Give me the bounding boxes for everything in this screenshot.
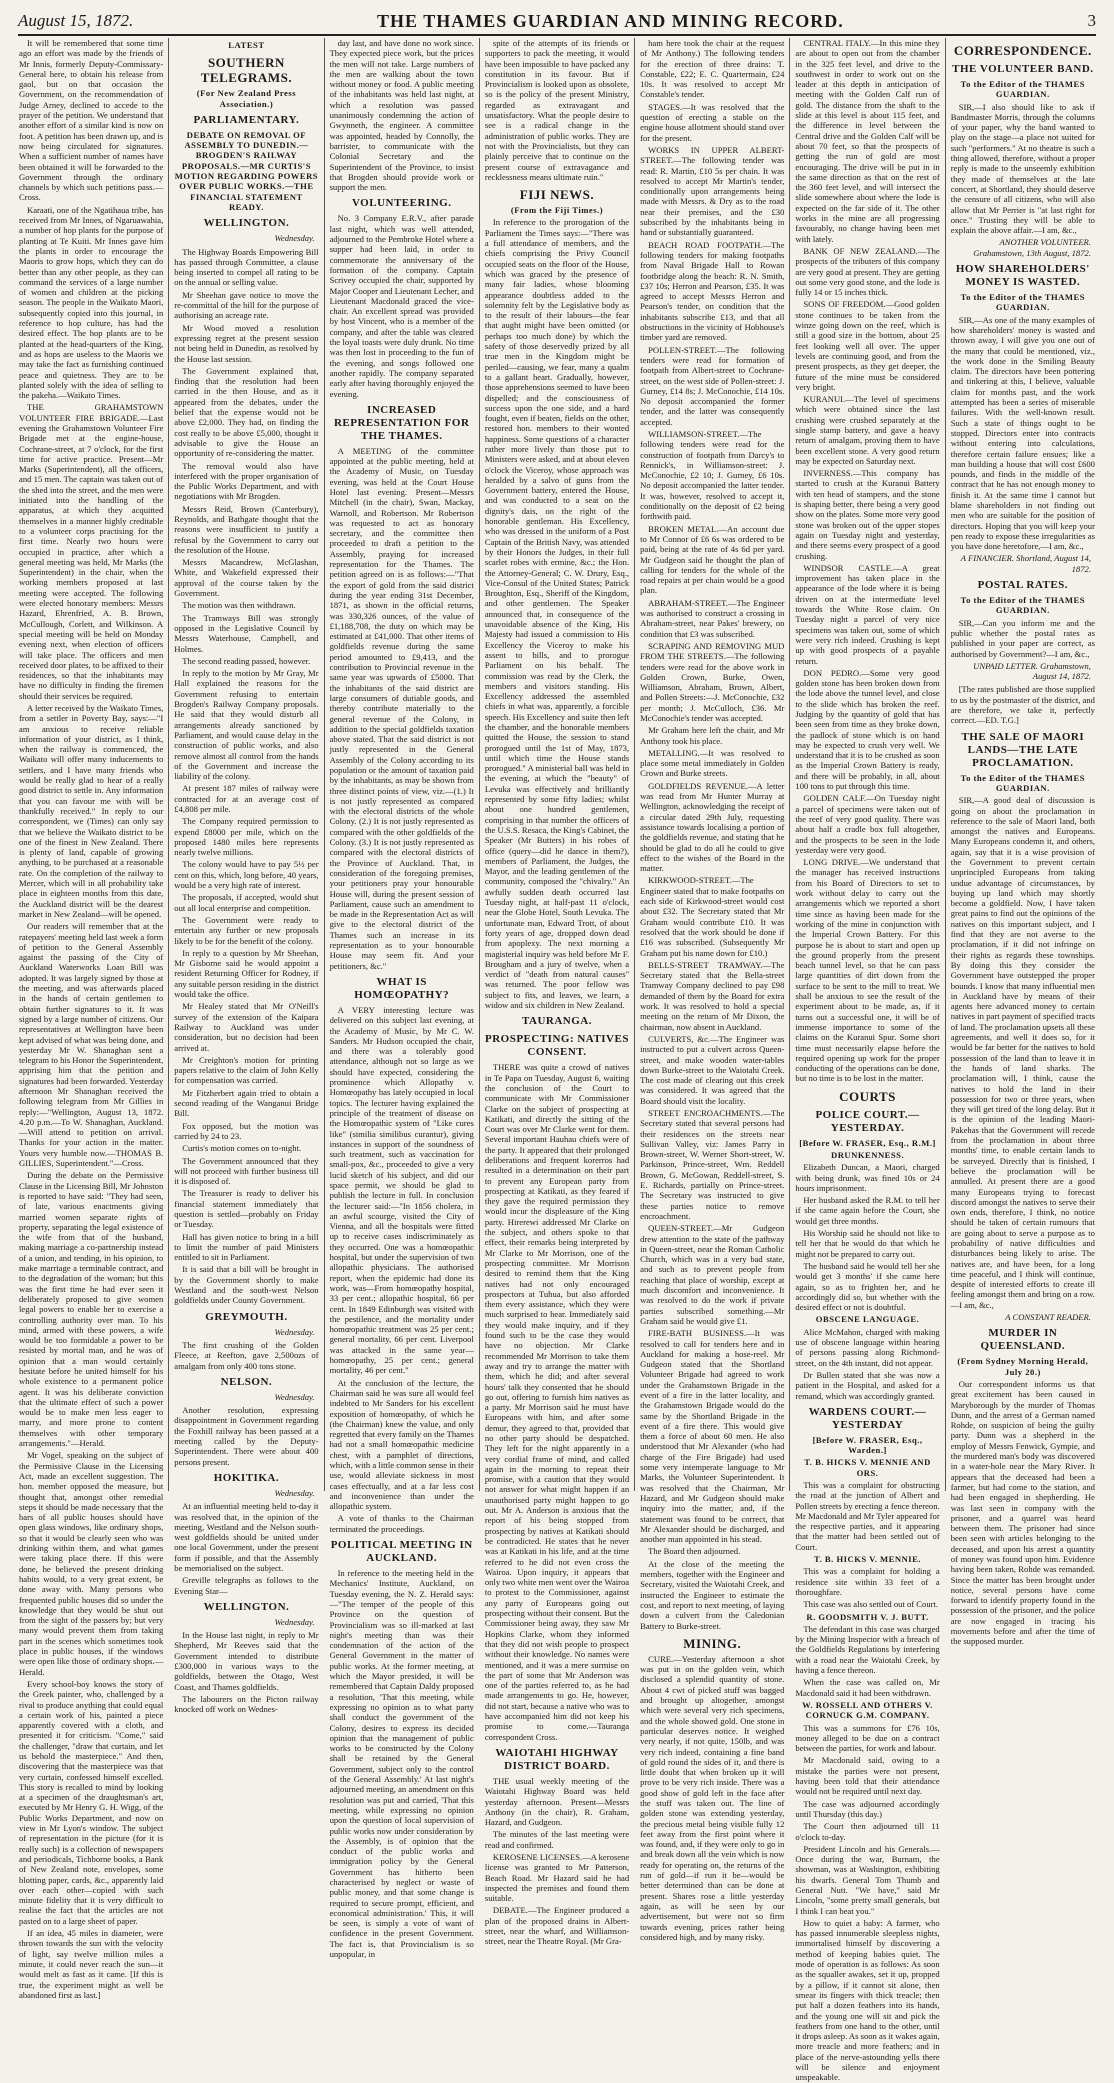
dateline: Wednesday.: [274, 1326, 315, 1337]
letter-signature: A CONSTANT READER.: [1005, 1312, 1091, 1323]
article-paragraph: The motion was then withdrawn.: [182, 600, 296, 611]
article-paragraph: DON PEDRO.—Some very good golden stone has been broken down from the lode above the tunnel level, and close to the slide which has broken the reef. Judging by the quantity of gold that has been seen from time as they broke down, the padlock of stone which is on hand may be expected to crush very well. We understand that it is to be crushed as soon as the Imperial Crown Battery is ready, and there will be probably, in all, about 100 tons to put through this time.: [795, 667, 940, 792]
masthead: [18, 8, 1096, 36]
section-heading: MURDER IN QUEENSLAND.: [980, 1327, 1066, 1353]
section-heading: T. B. HICKS V. MENNIE.: [814, 1554, 922, 1565]
column-7: [946, 38, 1100, 1647]
article-paragraph: At the conclusion of the lecture, the Chairman said he was sure all would feel indebted to Mr Sanders for his excellent exposition of homœopathy, of which he (the Chairman) knew the value, and only regretted that every family on the Thames had not a small homœopathic medicine chest, with a pamphlet of directions, which, with a little common sense in their use, would alleviate sickness in most cases effectually, and at a far less cost and inconvenience than under the allopathic system.: [329, 1377, 474, 1512]
section-heading: PARLIAMENTARY.: [193, 113, 300, 126]
section-heading: [Before W. FRASER, Esq., R.M.]: [799, 1137, 936, 1148]
article-paragraph: Messrs Reid, Brown (Canterbury), Reynolds, and Bathgate thought that the reasons were insufficient to justify a refusal by the Government to carry out the resolution of the House.: [174, 503, 319, 555]
article-paragraph: INVERNESS.—This company has started to crush at the Kuranui Battery with ten head of stampers, and the stone is shaping better, there being a very good show on the plates. Some more very good stone was broken out of the upper stopes again on Tuesday night and yesterday, and there seems every prospect of a good crushing.: [795, 468, 940, 561]
section-heading: FIJI NEWS.: [519, 187, 595, 203]
article-paragraph: This was a complaint for holding a residence site within 33 feet of a thoroughfare.: [795, 1566, 940, 1597]
dateline: Wednesday.: [274, 1616, 315, 1627]
section-heading: To the Editor of the THAMES GUARDIAN.: [960, 292, 1085, 313]
article-paragraph: Another resolution, expressing disappointment in Government regarding the Foxhill railway has been passed at a meeting called by the Deputy-Superintendent. There were about 400 persons present.: [174, 1405, 319, 1467]
article-paragraph: It will be remembered that some time ago an effort was made by the friends of Mr Innis, formerly Deputy-Commissary-General here, to obtain his release from gaol, but on that occasion the Government, on the recommendation of Judge Arney, declined to accede to the prayer of the petition. We understand that another effort of a similar kind is now on foot. A petition has been drawn up, and is now being circulated for signatures. When a sufficient number of names have been obtained it will be forwarded to the Government through the ordinary channels by which such petitions pass.—Cross.: [19, 38, 164, 203]
article-paragraph: A VERY interesting lecture was delivered on this subject last evening, at the Academy of Music, by Mr C. W. Sanders. Mr Hudson occupied the chair, and there was a tolerably good attendance, although not so large as we should have expected, considering the prominence which Allopathy v. Homœopathy has lately occupied in local topics. The lecturer having explained the principle of the treatment of disease on the Homœopathic system of "Like cures like" (similia similibus curantur), giving instances in support of the soundness of such treatment, such as vaccination for small-pox, &c., proceeded to give a very lucid sketch of his subject, and did our space permit, we should be glad to publish the lecture in full. In conclusion the lecturer said:—"In 1856 cholera, in an awful scourge, visited the City of Vienna, and all the hospitals were fitted up to receive cases indiscriminately as they occurred. One was a homœopathic hospital, but under the supervision of two allopathic physicians. The authorised report, when the epidemic had done its work, was—From homœopathy hospital, 33 per cent.; allopathic hospital, 66 per cent. In 1849 Edinburgh was visited with the pestilence, and the mortality under homœopathic treatment was 25 per cent.; general mortality, 66 per cent. Liverpool was attacked in the same year—homœopathy, 25 per cent.; general mortality, 46 per cent.": [329, 1004, 474, 1376]
article-paragraph: WORKS IN UPPER ALBERT-STREET.—The following tender was read: R. Martin, £10 5s per chain. It was resolved to accept Mr Martin's tender, conditionally upon arrangements being made with Messrs. & Dry as to the road near their premises, and the £30 subscribed by the inhabitants being in hand or substantially guaranteed.: [640, 144, 785, 238]
article-paragraph: The minutes of the last meeting were read and confirmed.: [484, 1829, 630, 1850]
letter-signature: UNPAID LETTER. Grahamstown, August 14, 1872.: [973, 660, 1091, 682]
article-paragraph: In the House last night, in reply to Mr Shepherd, Mr Reeves said that the Government intended to distribute £300,000 in various ways to the goldfields, between the Otago, West Coast, and Thames goldfields.: [174, 1630, 319, 1692]
article-paragraph: BEACH ROAD FOOTPATH.—The following tenders for making footpaths from Naval Brigade Hall to Rowan footbridge along the beach: R. N. Smith, £37 10s; Herron and Pearson, £35. It was agreed to accept Messrs Herron and Pearson's tender, on condition that the inhabitants subscribe £13, and that all obstructions in the vicinity of Hobhouse's timber yard are removed.: [640, 239, 785, 343]
section-heading: HOW SHAREHOLDERS' MONEY IS WASTED.: [955, 263, 1090, 289]
article-paragraph: This was a summons for £76 10s, money alleged to be due on a contract between the parties, for work and labour.: [795, 1722, 940, 1754]
section-heading: POSTAL RATES.: [977, 579, 1069, 592]
section-heading: GREYMOUTH.: [205, 1310, 288, 1323]
section-heading: T. B. HICKS V. MENNIE AND ORS.: [804, 1457, 931, 1478]
article-paragraph: THERE was quite a crowd of natives in Te Papa on Tuesday, August 6, waiting the conclusion of the Court to communicate with Mr Commissioner Clarke on the subject of prospecting at Katikati, and directly the sitting of the Court was over Mr Clarke went for them. Several important Hauhau chiefs were of the party. It appeared that their prolonged deliberations and frequent korerros had resulted in a determination on their part to prevent any European party from prospecting at Katikati, as they feared if they gave the required permission they would incur the displeasure of the King party. Hirerewi addressed Mr Clarke on the subject, and others spoke to that effect, their remarks being interpreted by Mr Clarke to Mr Morrison, one of the prospecting committee. Mr Morrison desired to remind them that the King natives had not only encouraged prospectors at Tuhua, but also afforded them every assistance, which they were much surprised to hear. Immediately said they would make inquiry, and if they found such to be the case they would have no objection. Mr Clarke recommended Mr Morrison to take them away and try to arrange the matter with them, which he did; and after several hours' talk they consented that he should go out, offering to furnish him natives as a party. Mr Morrison said he must have Europeans with him, and after some demur, they agreed to that, provided that no other party should be despatched. They left for the night apparently in a very cordial frame of mind, and called again in the morning to repeat their promise, with a caution that they would not answer for what might happen if an unauthorised party might happen to go out. Mr A. Anderson is anxious that the report of his being stopped from prospecting by natives at Katikati should be contradicted. He states that he never was at Katikati in his life, and at the time referred to he did not even cross the Wairoa. Upon inquiry, it appears that only two white men went over the Wairoa to protest to the Commissioner, against any party of Europeans going out prospecting without their consent. But the Commissioner being away, they saw Mr Hopkins Clarke, whom they informed that they did not wish people to prospect without their knowledge. No names were mentioned, and it was a mere surmise on the part of some that Mr Anderson was one of the parties referred to, as he had made arrangements to go. He, however, did not start, because a native who was to have accompanied him did not keep his promise to come.—Tauranga correspondent Cross.: [484, 1062, 630, 1742]
article-paragraph: The Government were ready to entertain any further or new proposals likely to be for the benefit of the colony.: [174, 914, 319, 946]
section-heading: THE SALE OF MAORI LANDS—THE LATE PROCLAMATION.: [961, 730, 1085, 769]
section-heading: WARDENS COURT.—YESTERDAY: [808, 1405, 927, 1431]
section-heading: LATEST: [228, 40, 265, 50]
issue-date: August 15, 1872.: [18, 11, 134, 30]
section-heading: WHAT IS HOMŒOPATHY?: [354, 975, 450, 1001]
dateline: Wednesday.: [274, 1487, 315, 1498]
article-paragraph: Mr Creighton's motion for printing papers relative to the claim of John Kelly for compensation was carried.: [174, 1054, 319, 1086]
article-paragraph: A MEETING of the committee appointed at the public meeting, held at the Academy of Music, on Tuesday evening, was held at the Court House Hotel last evening. Present—Messrs Mitchell (in the chair), Swan, Mackay, Warnoll, and Robertson. Mr Robertson was requested to act as honorary secretary, and the committee then proceeded to draft a petition to the Assembly, praying for increased representation for the Thames. The petition agreed on is as follows:—"That the export of gold from the said district during the year ending 31st December, 1871, as shown in the official returns, was 330,326 ounces, of the value of £1,188,708, the duty on which may be estimated at £41,000. That other items of goldfields revenue during the same period amounted to £9,413, and the contribution to Provincial revenue in the same year was upwards of £5000. That the inhabitants of the said district are large consumers of dutiable goods, and thereby contribute materially to the general revenue of the Colony, in addition to the special goldfields taxation above stated. That the said district is not justly represented in the General Assembly of the Colony according to its population or the amount of taxation paid by the inhabitants, as may be shown from three distinct points of view, viz.—(1.) It is not justly represented as compared with the electoral districts of the whole Colony. (2.) It is not justly represented as compared with the other goldfields of the Colony. (3.) It is not justly represented as compared with the electoral districts of the Province of Auckland. That, in consideration of the foregoing premises, your petitioners pray your honourable House will, during the present session of Parliament, cause such an amendment to be made in the Representation Act as will give to the electoral district of the Thames such an increase in its representation as to your honourable House may seem fit. And your petitioners, &c.": [329, 445, 474, 971]
article-paragraph: ABRAHAM-STREET.—The Engineer was authorised to construct a crossing in Abraham-street, near Pakes' brewery, on condition that £3 was subscribed.: [640, 597, 785, 639]
article-paragraph: In reference to the meeting held in the Mechanics' Institute, Auckland, on Tuesday evening, the N. Z. Herald says:—"The temper of the people of this Province on the question of Provincialism was so ill-marked at last night's meeting than was their condemnation of the action of the General Government in the matter of public works. At the former meeting, at which the Mayor presided, it will be remembered that Captain Daldy proposed a resolution, 'That this meeting, while expressing no opinion as to what party shall conduct the government of the Colony, desires to express its decided opinion that the management of public works to be constructed by the Colony shall be retained by the General Government, subject only to the control of the General Assembly.' At last night's adjourned meeting, an amendment on this resolution was put and carried, 'That this meeting, while expressing no opinion upon the question of local supervision of public works now under consideration by the Assembly, is of opinion that the conduct of the public works and immigration policy by the General Government has hitherto been characterised by neglect or waste of public money, and that some change is required to secure prompt, efficient, and economical administration.' This, it will be seen, is simply a vote of want of confidence in the present Government. The fact is, that Provincialism is so unpopular, in: [329, 1568, 474, 1960]
article-paragraph: In reply to a question by Mr Sheehan, Mr Gisborne said he would appoint a resident Returning Officer for Rodney, if any suitable person residing in the district would take the office.: [174, 947, 319, 1000]
section-heading: CORRESPONDENCE.: [953, 43, 1092, 58]
article-paragraph: The Tramways Bill was strongly opposed in the Legislative Council by Messrs Waterhouse, Campbell, and Holmes.: [174, 612, 319, 654]
section-heading: MINING.: [683, 1635, 742, 1651]
article-paragraph: Mr Healey stated that Mr O'Neill's survey of the extension of the Kaipara Railway to Auckland was under consideration, but no decision had been arrived at.: [174, 1001, 319, 1053]
article-paragraph: Mr Sheehan gave notice to move the re-committal of the bill for the purpose of authorising an acreage rate.: [174, 289, 319, 321]
article-paragraph: DEBATE.—The Engineer produced a plan of the proposed drains in Albert-street, near the wharf, and Williamson-street, near the Theatre Royal. (Mr Gra-: [484, 1905, 630, 1947]
page-number: 3: [1087, 11, 1096, 30]
article-paragraph: KEROSENE LICENSES.—A kerosene license was granted to Mr Patterson, Beach Road. Mr Hazard said he had inspected the premises and found them suitable.: [484, 1851, 630, 1904]
article-paragraph: day last, and have done no work since. They expected piece work, but the prices the men will not take. Large numbers of the men are walking about the town without money or food. A public meeting of the inhabitants was held last night, at which a resolution was passed unanimously condemning the action of Gwynneth, the engineer. A committee was appointed, headed by Connolly, the barrister, to communicate with the Colonial Secretary and the Superintendent of the Province, to insist that Brogden should provide work or support the men.: [329, 38, 474, 193]
section-heading: THE VOLUNTEER BAND.: [952, 63, 1094, 75]
article-paragraph: QUEEN-STREET.—Mr Gudgeon drew attention to the state of the pathway in Queen-street, near the Roman Catholic Church, which was in a very bad state, and such as to prevent people from reaching that place of worship, except at much discomfort and inconvenience. It was resolved to do the work if private parties subscribed something.—Mr Graham said he would give £1.: [640, 1223, 785, 1326]
article-paragraph: LONG DRIVE.—We understand that the manager has received instructions from his Board of Directors to set to work without delay to carry out the arrangements which we reported a short time since as having been made for the working of the mine in conjunction with the Imperial Crown Battery. For this purpose he is about to start and open up the ground properly from the present beach tunnel level, so that he can pass large quantities of dirt down from the surface to be sent to the mill to treat. We shall be anxious to see the result of the experiment about to be made, as, if it turns out a successful one, it will be of immense importance to some of the claims on the Kuranui Spur. Some short time must necessarily elapse before the required opening up work for the proper conducting of the operations can be done, but no time is to be lost in the matter.: [795, 857, 940, 1084]
article-paragraph: Messrs Macandrew, McGlashan, White, and Wakefield expressed their approval of the course taken by the Government.: [174, 557, 319, 599]
section-heading: W. ROSSELL AND OTHERS V. CORNUCK G.M. COMPANY.: [802, 1699, 933, 1721]
article-paragraph: This was a complaint for obstructing the road at the junction of Albert and Pollen streets by erecting a fence thereon. Mr Macdonald and Mr Tyler appeared for the respective parties, and it appearing that the matter had been settled out of Court.: [795, 1480, 940, 1552]
article-paragraph: At an influential meeting held to-day it was resolved that, in the opinion of the meeting, Westland and the Nelson south-west goldfields should be united under one local Government, under the present form if possible, and that the Assembly be memorialised on the subject.: [174, 1501, 319, 1573]
section-heading: NELSON.: [220, 1375, 273, 1388]
article-paragraph: Greville telegraphs as follows to the Evening Star—: [174, 1575, 319, 1596]
article-paragraph: The Highway Boards Empowering Bill has passed through Committee, a clause being inserted to compel all rating to be on the annual or selling value.: [174, 246, 319, 288]
section-heading: WELLINGTON.: [203, 217, 290, 230]
section-heading: WELLINGTON.: [203, 1600, 290, 1613]
section-heading: (For New Zealand Press Association.): [196, 88, 297, 109]
article-paragraph: Mr Vogel, speaking on the subject of the Permissive Clause in the Licensing Act, made an excellent suggestion. The hon. member opposed the measure, but thought that, amongst other remedial steps it should be made necessary that the bars of all public houses should have open glass windows, like ordinary shops, so that it would be clearly seen who was drinking within them, and what games were taking place there. If this were done, he believed the present drinking habits would, to a very great extent, be done away with. Many persons who frequented public houses did so under the knowledge that they would be shut out from the sight of the passers by; but very many would prevent them from taking part in the scenes which sometimes took place in public houses, if the windows were open like those of ordinary shops.—Herald.: [19, 1450, 164, 1677]
article-paragraph: The Company required permission to expend £8000 per mile, which on the proposed 1480 miles here represents nearly twelve millions.: [174, 816, 319, 858]
article-paragraph: The Court then adjourned till 11 o'clock to-day.: [795, 1821, 940, 1842]
column-6: [790, 38, 945, 2083]
article-paragraph: [The rates published are those supplied to us by the postmaster of the district, and are therefore, we take it, perfectly correct.—ED. T.G.]: [950, 684, 1095, 726]
section-heading: WAIOTAHI HIGHWAY DISTRICT BOARD.: [495, 1746, 619, 1772]
article-paragraph: A vote of thanks to the Chairman terminated the proceedings.: [329, 1513, 474, 1534]
section-heading: INCREASED REPRESENTATION FOR THE THAMES.: [333, 403, 470, 442]
section-heading: VOLUNTEERING.: [351, 197, 452, 210]
article-paragraph: SCRAPING AND REMOVING MUD FROM THE STREETS.—The following tenders were read for the above work in Golden Crown, Burke, Owen, Williamson, Abraham, Brown, Albert, and Pollen Streets:—J. McConochie, £32 per month; J. McCulloch, £36. Mr McConochie's tender was accepted.: [640, 640, 785, 723]
section-heading: (From the Fiji Times.): [510, 205, 604, 216]
article-paragraph: GOLDFIELDS REVENUE.—A letter was read from Mr Hunter Murray at Wellington, acknowledging the receipt of a circular dated 29th July, requesting assistance towards localising a portion of the goldfields revenue, and stating that he should be glad to do all he could to give effect to the wishes of the Board in the matter.: [640, 780, 785, 874]
article-paragraph: Elizabeth Duncan, a Maori, charged with being drunk, was fined 10s or 24 hours imprisonment.: [795, 1162, 940, 1193]
article-columns: [14, 38, 1100, 2083]
article-paragraph: Every school-boy knows the story of the Greek painter, who, challenged by a rival to produce anything that could equal a certain work of his, painted a piece apparently covered with a cloth, and presented it for criticism. "Come," said the challenger, "draw that curtain, and let us behold the masterpiece." And then, discovering that the masterpiece was that very curtain, confessed himself excelled. This story is recalled to mind by looking at a specimen of the draughtsman's art, executed by Mr Henry G. H. Wigg, of the Public Works Department, and now on view in Mr Lyon's window. The subject of representation in the picture (for it is really such) is a collection of newspapers and periodicals, Tichborne books, a Bank of New Zealand note, envelopes, some blotting paper, cards, &c., apparently laid over each other—copied with such minute fidelity that it is very difficult to realise the fact that the articles are not pasted on to a large sheet of paper.: [19, 1678, 164, 1926]
section-heading: To the Editor of the THAMES GUARDIAN.: [960, 595, 1085, 616]
article-paragraph: WILLIAMSON-STREET.—The following tenders were read for the construction of footpath from Darcy's to Rennick's, in Williamson-street: J. McConochie, £2 10; J. Gurney, £6 10s. No deposit accompanied the latter tender. It was, however, resolved to accept it, conditionally on the deposit of £2 being forthwith paid.: [640, 428, 785, 522]
section-heading: POLITICAL MEETING IN AUCKLAND.: [330, 1539, 473, 1565]
article-paragraph: CURE.—Yesterday afternoon a shot was put in on the golden vein, which disclosed a splendid quantity of stone. About 4 cwt of picked stuff was bagged and brought up altogether, amongst which were several very rich specimens, and the whole showed gold. One stone in particular deserves notice. It weighed very nearly, if not quite, 150lb, and was very rich indeed, containing a fine band of gold round the sides of it, and there is little doubt that when broken up it will prove to be very rich inside. There was a good show of gold left in the face after the stuff was taken out. The line of golden stone was extending yesterday, the precious metal being visible fully 12 feet away from the first point where it was found, and, if they were only to go in and break down all the vein which is now ready for operating on, the returns of the run of gold—if run it be—would be better determined than can be done at present. Shares rose a little yesterday again, as will be seen by our advertisement, but were not so firm towards evening, prices rather being considered high, and by many risky.: [640, 1653, 785, 1942]
article-paragraph: THE GRAHAMSTOWN VOLUNTEER FIRE BRIGADE.—Last evening the Grahamstown Volunteer Fire Brigade met at the engine-house, Cochrane-street, at 7 o'clock, for the first time for active practice. Present—Mr Marks (Superintendent), all the officers, and 15 men. The captain was taken out of the shed into the street, and the men were initiated into the handling of the apparatus, at which they acquitted themselves in a manner highly creditable to a volunteer corps practising for the first time. Nearly two hours were occupied in practice, after which a general meeting was held, Mr Marks (the Superintendent) in the chair, when the working members proposed at last meeting were accepted. The following were elected honorary members: Messrs Hazard, Ehrenfried, A. B. Brown, McCullough, Corlett, and Wilkinson. A special meeting will be held on Monday evening next, when election of officers will take place. The officers and men received door plates, to be affixed to their residences, so that the inhabitants may have no difficulty in finding the firemen should their services be required.: [19, 402, 164, 701]
article-paragraph: THE usual weekly meeting of the Waiotahi Highway Board was held yesterday afternoon. Present—Messrs Anthony (in the chair), R. Graham, Hazard, and Gudgeon.: [484, 1775, 630, 1828]
article-paragraph: STREET ENCROACHMENTS.—The Secretary stated that several persons had their residences on the streets near Sullivan Valley, viz: James Parry in Brown-street, W. Werner Short-street, W. Parkinson, Prince-street, Wm. Reddell Brown, G. McGowan, Reddell-street, S. E. Richards, partially on Prince-street. The Secretary was instructed to give these parties notice to remove encroachment.: [640, 1107, 785, 1221]
article-paragraph: spite of the attempts of its friends or supporters to pack the meeting, it would have been impossible to have packed any constitution in its favour. But if Provincialism is looked upon as obsolete, so is the policy of the present Ministry, regarded as extravagant and unsatisfactory. What the people desire to see is a radical change in the administration of public works. They are not with the Provincialists, but they can plainly perceive that to continue on the present course of extravagance and recklessness means ultimate ruin.": [484, 38, 630, 182]
article-paragraph: In reply to the motion by Mr Gray, Mr Hall explained the reasons for the Government refusing to entertain Brogden's Railway Company proposals. He said that they would disturb all arrangements already sanctioned by Parliament, and would cause delay in the construction of public works, and also remove almost all control from the hands of the Government and increase the liability of the colony.: [174, 668, 319, 782]
article-paragraph: The second reading passed, however.: [182, 655, 311, 666]
article-paragraph: Mr Wood moved a resolution expressing regret at the present session not being held in Dunedin, as resolved by the House last session.: [174, 322, 319, 364]
article-paragraph: Our readers will remember that at the ratepayers' meeting held last week a form of petition to the General Assembly against the passing of the City of Auckland Waterworks Loan Bill was adopted. It was largely signed by those at the meeting, and was afterwards placed in the hands of certain gentlemen to obtain further signatures to it. It was signed by a large number of citizens. Our representatives at Wellington have been kept advised of what was being done, and yesterday Mr W. Shanaghan sent a telegram to his Honor the Superintendent, apprising him that the petition and signatures had been forwarded. Yesterday afternoon Mr Shanaghan received the following telegram from Mr Gillies in reply:—"Wellington, August 13, 1872. 4.20 p.m.—To W. Shanaghan, Auckland.—Will attend to petition on arrival. Thanks for your action in the matter. Yours very humble now.—THOMAS B. GILLIES, Superintendent."—Cross.: [19, 921, 164, 1169]
article-paragraph: BELLS-STREET TRAMWAY.—The Secretary stated that the Bella-street Tramway Company declined to pay £98 demanded of them by the Board for extra work. It was resolved to hold a special meeting on the return of Mr Dixon, the chairman, now absent in Auckland.: [640, 959, 785, 1032]
article-paragraph: Fox opposed, but the motion was carried by 24 to 23.: [174, 1120, 319, 1141]
article-paragraph: The Board then adjourned.: [648, 1546, 741, 1557]
article-paragraph: No. 3 Company E.R.V., after parade last night, which was well attended, adjourned to the Pembroke Hotel where a supper had been laid, in order to commemorate the anniversary of the formation of the company. Captain Scrivey occupied the chair, supported by Major Cooper and Lieutenant Lecher, and Lieutenant Macdonald graced the vice-chair. An excellent spread was provided by host Vincent, who is a member of the company, and after the table was cleared the loyal toasts were duly drunk. No time was then lost in proceeding to the fun of the evening, and songs followed one another rapidly. The company separated early after having thoroughly enjoyed the evening.: [329, 213, 474, 399]
article-paragraph: POLLEN-STREET.—The following tenders were read for formation of footpath from Albert-street to Cochrane-street, on the west side of Pollen-street: J. Gurney, £14 8s; J. McConochie, £14 10s. No deposit accompanied the former tender, and the latter was consequently accepted.: [640, 344, 785, 427]
dateline: Wednesday.: [274, 233, 315, 244]
section-heading: HOKITIKA.: [213, 1471, 280, 1484]
article-paragraph: The proposals, if accepted, would shut out all local enterprise and competition.: [174, 892, 319, 913]
article-paragraph: In reference to the prorogation of the Parliament the Times says:—"There was a full attendance of members, and the chiefs comprising the Privy Council occupied seats on the floor of the House, which was graced by the presence of many fair ladies, whose blooming appearance doubtless added to the solemnity felt by the Legislative body as to the result of their labours—the fear that aught might have been omitted (or perhaps too much done) by which the safety of those deservedly prized by all true men in the Kingdom might be periled—causing, we fear, many a qualm to a gallant heart. Gradually, however, those apprehensions seemed to have been dispelled; and the consciousness of success upon the one side, and a hard fought, even if beaten, fields on the other, restored hon. members to their wonted happiness. Some questions of a character rather more lively than those put to Ministers were asked, and at about eleven o'clock the Viceroy, whose approach was heralded by a salvo of guns from the Government battery, entered the House, and was conducted to a seat on the dignity's dais, on the right of the honorable gentleman. His Excellency, who was dressed in the uniform of a Post Captain of the British Navy, was attended by their Honors the Judges, in their full scarlet robes with ermine, &c.; the Hon. the Attorney-General; C. W. Drury, Esq., Vice-Consul of the United States; Patrick Broughton, Esq., Sheriff of the Kingdom, and other gentlemen. The Speaker announced that, in consequence of the unavoidable absence of the King, His Majesty had issued a commission to His Excellency the Viceroy to make his assent to bills, and to prorogue Parliament on his behalf. The commission was read by the Clerk, the members and visitors standing. His Excellency addressed the assembled chiefs in what was, apparently, a forcible speech. His Excellency and suite then left the chamber, and the honorable members quitted the House, the session to stand prorogued until the 1st of May, 1873, until which time the House stands prorogued." A ministerial ball was held in the evening, at which the "beauty" of Levuka was effectively and brilliantly represented by some fifty ladies; whilst about one hundred gentlemen, comprising in that number the officers of the U.S.S. Resaca, the King's Cabinet, the Speaker (Mr Butters) in his robes of office (query—did he dance in them?), members of Parliament, the Judges, the Mayor, and the leading gentlemen of the community, composed the "chivalry." An awfully sudden death occurred last Tuesday night, at half-past 11 o'clock, near the Globe Hotel, South Levuka. The unfortunate man, Edward Trott, of about forty years of age, dropped down dead from apoplexy. The next morning a magisterial inquiry was held before Mr F. Brougham and a jury of twelve, when a verdict of "death from natural causes" was returned. The poor fellow was subject to fits, and leaves, we learn, a widow and six children in New Zealand.: [484, 217, 630, 1011]
article-paragraph: At the close of the meeting the members, together with the Engineer and Secretary, visited the Waiotahi Creek, and instructed the Engineer to estimate the cost, and report to next meeting, of laying down a culvert from the Caledonian Battery to Burke-street.: [640, 1558, 785, 1631]
article-paragraph: President Lincoln and his Generals.—Once during the war, Burnam, the showman, was at Washington, exhibiting his dwarfs. General Tom Thumb and General Nutt. "We have," said Mr Lincoln, "some pretty small generals, but I think I can beat you.": [795, 1843, 940, 1916]
article-paragraph: SIR,—A good deal of discussion is going on about the proclamation in reference to the sale of Maori land, both amongst the natives and Europeans. Many Europeans condemn it, and others, again, say that it is a wise provision of the Government to prevent certain unprincipled Europeans from taking undue advantage of circumstances, by buying up land which may shortly become a goldfield. Now, I have taken great pains to find out the opinions of the natives on this important subject, and I find that they are not averse to the proclamation, if it did not infringe on their rights as regards these townships. By doing this they consider the Government have outstepped the proper bounds. I know that many influential men in Auckland have by means of their agents here advanced money to certain natives in part payment of specified tracts of land. The proclamation upsets all these agreements, and well it does so, for it would be far better for the natives to hold possession of the land than to leave it in the hands of land sharks. The proclamation will, I think, cause the natives to hold the land in their possession for two or three years, when they will get tired of the long delay. But it is the opinion of the leading Maori-Pakehas that the Government will recede from the proclamation in about three months' time, to enable certain lands to be surveyed. Directly that is finished, I believe the proclamation will be annulled. At present there are a good many Europeans trying to forecast discord amongst the natives to serve their own ends, therefore, I think, no notice should be taken of certain rumours that are going about to serve a purpose as to probability of native difficulties and disturbances being likely to arise. The natives are, and have been, for a long time peaceful, and I think will continue, despite of interested efforts to create ill feeling amongst them and bring on a row.—I am, &c.,: [950, 795, 1095, 1310]
letter-signature: A FINANCIER. Shortland, August 14, 1872.: [960, 553, 1091, 574]
section-heading: [Before W. FRASER, Esq., Warden.]: [812, 1434, 923, 1456]
article-paragraph: KIRKWOOD-STREET.—The Engineer stated that to make footpaths on each side of Kirkwood-street would cost about £32. The Secretary stated that Mr Graham would contribute £10. It was resolved that the work should be done if £16 was subscribed. (Subsequently Mr Graham put his name down for £10.): [640, 875, 785, 958]
article-paragraph: CENTRAL ITALY.—In this mine they are about to open out from the chamber in the 325 feet level, and drive to the southwest in order to work out on the leader at this depth in anticipation of meeting with the Golden Calf run of gold. The distance from the shaft to the slide at this level is about 115 feet, and the difference in level between the Central drive and the Golden Calf will be about 70 feet, so that the prospects of getting the run of gold are most encouraging. The drive will be put in in the same direction as that on the rest of the 360 feet level, and will intersect the slide somewhere about where the lode is expected on the far side of it. The other works in the mine are all progressing favourably, no change having been met with lately.: [795, 38, 940, 244]
article-paragraph: CULVERTS, &c.—The Engineer was instructed to put a culvert across Queen-street, and make wooden water-tables down Burke-street to the Waiotahi Creek. The cost made of clearing out this creek was considered. It was agreed that the Board should visit the locality.: [640, 1033, 785, 1106]
article-paragraph: FIRE-BATH BUSINESS.—It was resolved to call for tenders here and in Auckland for making a hose-reel. Mr Gudgeon stated that the Shortland Volunteer Brigade had agreed to work under the Grahamstown Brigade in the event of a fire in the latter locality, and the Grahamstown Brigade would do the same by the Shortland Brigade in the event of a fire there. This would give them a force of about 60 men. He also understood that Mr Alexander (who had charge of the Fire Brigade) had used some very intemperate language to Mr Marks, the Volunteer Superintendent. It was resolved that the Chairman, Mr Hazard, and Mr Gudgeon should make inquiry into the matter, and, if the statement was found to be correct, that Mr Alexander should be discharged, and another man appointed in his stead.: [640, 1328, 785, 1545]
article-paragraph: Her husband asked the R.M. to tell her if she came again before the Court, she would get three months.: [795, 1195, 940, 1226]
article-paragraph: During the debate on the Permissive Clause in the Licensing Bill, Mr Johnston is reported to have said: "They had seen, of late, various enactments giving married women separate rights of property, separating the legal existence of the wife from that of the husband, making marriage a co-partnership instead of a union, and tending, in his opinion, to make marriage a terminable contract, and to the degradation of the woman; but this was the first time he had ever seen it deliberately proposed to give women legal powers to enable her to exercise a controlling authority over man. To his mind, armed with these powers, a wife would be too formidable a power to be resisted by mortal man, and he was of opinion that a man would certainly hesitate before he united himself for his whole existence to a permanent police agent. It was his deliberate conviction that the ultimate effect of such a power would be to make men less eager to marry, and more prone to content themselves with other temporary arrangements."—Herald.: [19, 1170, 164, 1449]
article-paragraph: The defendant in this case was charged by the Mining Inspector with a breach of the Goldfields Regulations by interfering with a road near the Waiotahi Creek, by having a fence thereon.: [795, 1623, 940, 1676]
article-paragraph: When the case was called on, Mr Macdonald said it had been withdrawn.: [795, 1677, 940, 1698]
article-paragraph: Hall has given notice to bring in a bill to limit the number of paid Ministers entitled to sit in Parliament.: [174, 1231, 319, 1263]
section-heading: R. GOODSMITH V. J. BUTT.: [806, 1611, 929, 1622]
column-4: [480, 38, 635, 1947]
article-paragraph: ham here took the chair at the request of Mr Anthony.) The following tenders for the erection of three drains: T. Constable, £22; E. C. Quartermain, £24 10s. It was resolved to accept Mr Constable's tender.: [640, 38, 785, 100]
article-paragraph: Curtis's motion comes on to-night.: [182, 1143, 302, 1154]
section-heading: POLICE COURT.—YESTERDAY.: [815, 1108, 920, 1134]
article-paragraph: How to quiet a baby: A farmer, who has passed innumerable sleepless nights, immortalised himself by discovering a method of keeping babies quiet. The mode of operation is as follows: As soon as the squaller awakes, set it up, propped by a pillow, if it cannot sit alone, then smear its fingers with thick treacle; then put half a dozen feathers into its hands, and the young one will sit and pick the feathers from one hand to the other, until it drops asleep. As soon as it wakes again, more treacle and more feathers; and in place of the nerve-astounding yells there will be silence and enjoyment unspeakable.: [795, 1917, 940, 2083]
article-paragraph: Our correspondent informs us that great excitement has been caused in Maryborough by the murder of Thomas Dunn, and the arrest of a German named Rohde, on suspicion of being the guilty party. Dunn was a shepherd in the employ of Messrs Fenwick, Gympie, and the murdered man's body was discovered in a water-hole near the Mary River. It appears that the deceased had been a farmer, but had come to the station, and had been engaged in shepherding. He was last seen in company with the prisoner, and a quarrel was heard between them. The prisoner had since been seen with articles belonging to the deceased, and upon his arrest a quantity of money was found upon him. Evidence having been taken, Rohde was remanded. Since the matter has been brought under notice, several persons have come forward to identify property found in the possession of the prisoner, and the police are now engaged in tracing his movements before and after the time of the supposed murder.: [950, 1378, 1095, 1647]
newspaper-title: THE THAMES GUARDIAN AND MINING RECORD.: [377, 10, 844, 31]
article-paragraph: SIR,—Can you inform me and the public whether the postal rates as published in your paper are correct, as authorised by Government?—I am, &c.,: [950, 617, 1095, 659]
column-2: [169, 38, 324, 1715]
article-paragraph: The Treasurer is ready to deliver his financial statement immediately that question is settled—probably on Friday or Tuesday.: [174, 1188, 319, 1230]
section-heading: To the Editor of the THAMES GUARDIAN.: [960, 79, 1085, 100]
article-paragraph: It is said that a bill will be brought in by the Government shortly to make Westland and the south-west Nelson goldfields under County Government.: [174, 1264, 319, 1306]
article-paragraph: If an idea, 45 miles in diameter, were thrown towards the sun with the velocity of light, say twelve million miles a minute, it could never reach the sun—it would melt as fast as it came. [If this is true, the experiment might as well be abandoned first as last.]: [19, 1928, 164, 2000]
article-paragraph: Dr Bullen stated that she was now a patient in the Hospital, and asked for a remand, which was accordingly granted.: [795, 1369, 940, 1401]
article-paragraph: Mr Graham here left the chair, and Mr Anthony took his place.: [640, 725, 785, 746]
article-paragraph: The labourers on the Picton railway knocked off work on Wednes-: [174, 1693, 319, 1715]
column-5: [635, 38, 790, 1942]
article-paragraph: BROKEN METAL.—An account due to Mr Connor of £6 6s was ordered to be paid, being at the rate of 4s 6d per yard. Mr Gudgeon said he thought the plan of calling for tenders for the whole of the road repairs at per chain would be a good plan.: [640, 523, 785, 596]
section-heading: OBSCENE LANGUAGE.: [815, 1314, 920, 1325]
article-paragraph: SONS OF FREEDOM.—Good golden stone continues to be taken from the winze going down on the reef, which is still a good size in the bottom, about 25 feet looking well all over. The upper levels are continuing good, and from the present prospects, as they get deeper, the future of the mine must be considered very bright.: [795, 299, 940, 392]
letter-signature: ANOTHER VOLUNTEER. Grahamstown, 13th August, 1872.: [973, 237, 1091, 258]
section-heading: COURTS: [839, 1088, 896, 1104]
article-paragraph: The colony would have to pay 5½ per cent on this, which, long before, 40 years, would be a very high rate of interest.: [174, 859, 319, 891]
article-paragraph: Karaati, one of the Ngatihaua tribe, has received from Mr Innes, of Ngaruawahia, a number of hop plants for the purpose of planting at Te Kuiti. Mr Innes gave him the plants in order to encourage the Maoris to grow hops, which they can do better than any other people, as they can command the services of a large number of women and children at the picking season. The people in the Waikato Maori, subsequently copied into this journal, in reference to hop culture, has had the desired effect. The hop plants are to be planted at the head-quarters of the King, and as hops are useless to the Maoris we may take the fact as furnishing continued peace and quietness. They are to be planted solely with the idea of selling to the pakeha.—Waikato Times.: [19, 204, 164, 401]
article-paragraph: The Government announced that they will not proceed with further business till it is disposed of.: [174, 1155, 319, 1187]
article-paragraph: The husband said he would tell her she would get 3 months' if she came here again, so as to frighten her, and he accordingly did so, but whether with the desired effect or not is doubtful.: [795, 1260, 940, 1313]
section-heading: DEBATE ON REMOVAL OF ASSEMBLY TO DUNEDIN.—BROGDEN'S RAILWAY PROPOSALS.—MR CURTIS'S MOTION REGARDING POWERS OVER PUBLIC WORKS.—THE FINANCIAL STATEMENT READY.: [174, 129, 319, 212]
article-paragraph: SIR,—I also should like to ask if Bandmaster Morris, through the columns of your paper, why the band wanted to play on the stage—a place not suited for such "performers." At no theatre is such a thing allowed, therefore, without a proper reply is made to the unseemly exhibition they made of themselves at the late concert, at Shortland, they should deserve the censure of all citizens, who will also allow that Mr Perrier is "at last right for once." Trusting they will be able to explain the above affair.—I am, &c.,: [950, 101, 1095, 236]
section-heading: DRUNKENNESS.: [831, 1149, 905, 1160]
column-3: [325, 38, 480, 1960]
section-heading: PROSPECTING: NATIVES CONSENT.: [485, 1033, 629, 1059]
article-paragraph: STAGES.—It was resolved that the question of erecting a stable on the engine house allotment should stand over for the present.: [640, 101, 785, 143]
article-paragraph: Alice McMahon, charged with making use of obscene language within hearing of persons passing along Richmond-street, on the 4th instant, did not appear.: [795, 1326, 940, 1368]
article-paragraph: The removal would also have interfered with the proper organisation of the Public Works Department, and with negotiations with Mr Brogden.: [174, 460, 319, 502]
dateline: Wednesday.: [274, 1391, 315, 1402]
article-paragraph: Mr Macdonald said, owing to a mistake the parties were not present, having been told that their attendance would not be required until next day.: [795, 1755, 940, 1797]
section-heading: (From Sydney Morning Herald, July 20.): [957, 1356, 1089, 1377]
article-paragraph: KURANUI.—The level of specimens which were obtained since the last crushing were crushed separately at the single stamp battery, and gave a heavy return of amalgam, proving them to have been excellent stone. A very good return may be expected on Saturday next.: [795, 394, 940, 466]
article-paragraph: METALLING.—It was resolved to place some metal immediately in Golden Crown and Burke streets.: [640, 747, 785, 779]
article-paragraph: The case was adjourned accordingly until Thursday (this day.): [795, 1798, 940, 1819]
article-paragraph: GOLDEN CALF.—On Tuesday night a parcel of specimens were taken out of the reef of very good quality. There was about half a cradle box full altogether, and the prospects to be seen in the lode yesterday were very good.: [795, 793, 940, 855]
section-heading: SOUTHERN TELEGRAMS.: [200, 55, 293, 86]
article-paragraph: The first crushing of the Golden Fleece, at Reefton, gave 2,500ozs of amalgam from only 400 tons stone.: [174, 1339, 319, 1371]
column-1: [14, 38, 169, 2000]
article-paragraph: At present 187 miles of railway were contracted for at an average cost of £4,808 per mile.: [174, 783, 319, 814]
article-paragraph: WINDSOR CASTLE.—A great improvement has taken place in the appearance of the lode where it is being driven on at the intermediate level towards the White Rose claim. On Tuesday night a parcel of very nice specimens was taken out, some of which were very rich indeed. Crushing is kept up with good prospects of a payable return.: [795, 562, 940, 666]
article-paragraph: SIR,—As one of the many examples of how shareholders' money is wasted and thrown away, I will give you one out of the many that could be mentioned, viz., the work done in the Smiling Beauty claim. The directors have been pottering and tinkering at this, I believe, valuable claim for months past, and the work attempted has been a series of miserable failures. With the well-known result. Such a state of things ought to be stopped. Directors enter into contracts without entering into calculations, therefore certain failure ensues; like a man building a house that will cost £600 pounds, and finds in the middle of the contract that he has not enough money to finish it. At the same time I cannot but blame shareholders in not finding out men who are suitable for the position of directors. Hoping that you will keep your pen ready to expose these irregularities as you have done heretofore,—I am, &c.,: [950, 314, 1095, 552]
article-paragraph: Mr Fitzherbert again tried to obtain a second reading of the Wanganui Bridge Bill.: [174, 1087, 319, 1119]
article-paragraph: BANK OF NEW ZEALAND.—The prospects of the tributers of this company are very good at present. They are getting out some very good stone, and the lode is fully 14 or 15 inches thick.: [795, 245, 940, 298]
section-heading: TAURANGA.: [521, 1015, 592, 1028]
article-paragraph: The Government explained that, finding that the resolution had been carried in the then House, and as it appeared from the debates, under the belief that the expense would not be above £2,000. They had, on finding the cost really to be above £5,000, thought it advisable to give the House an opportunity of re-considering the matter.: [174, 365, 319, 459]
article-paragraph: This case was also settled out of Court.: [803, 1599, 939, 1610]
section-heading: To the Editor of the THAMES GUARDIAN.: [960, 772, 1085, 793]
article-paragraph: A letter received by the Waikato Times, from a settler in Poverty Bay, says:—"I am anxious to receive reliable information of your district, as I think, when the railway is commenced, the Waikato will offer many inducements to settlers, and I have many friends who would be really glad to hear of a really good district to settle in. Any information that you can favour me with will be thankfully received." In reply to our correspondent, we (Times) can only say that we believe the Waikato district to be one of the finest in New Zealand. There is plenty of land, capable of growing anything, to be purchased at a reasonable rate. On the completion of the railway to Mercer, which will in all probability take place in eighteen months from this date, the Auckland district will be the dearest market in New Zealand—will be opened.: [19, 703, 164, 919]
article-paragraph: His Worship said he should not like to tell her that he would do that which he might not be prepared to carry out.: [795, 1228, 940, 1259]
